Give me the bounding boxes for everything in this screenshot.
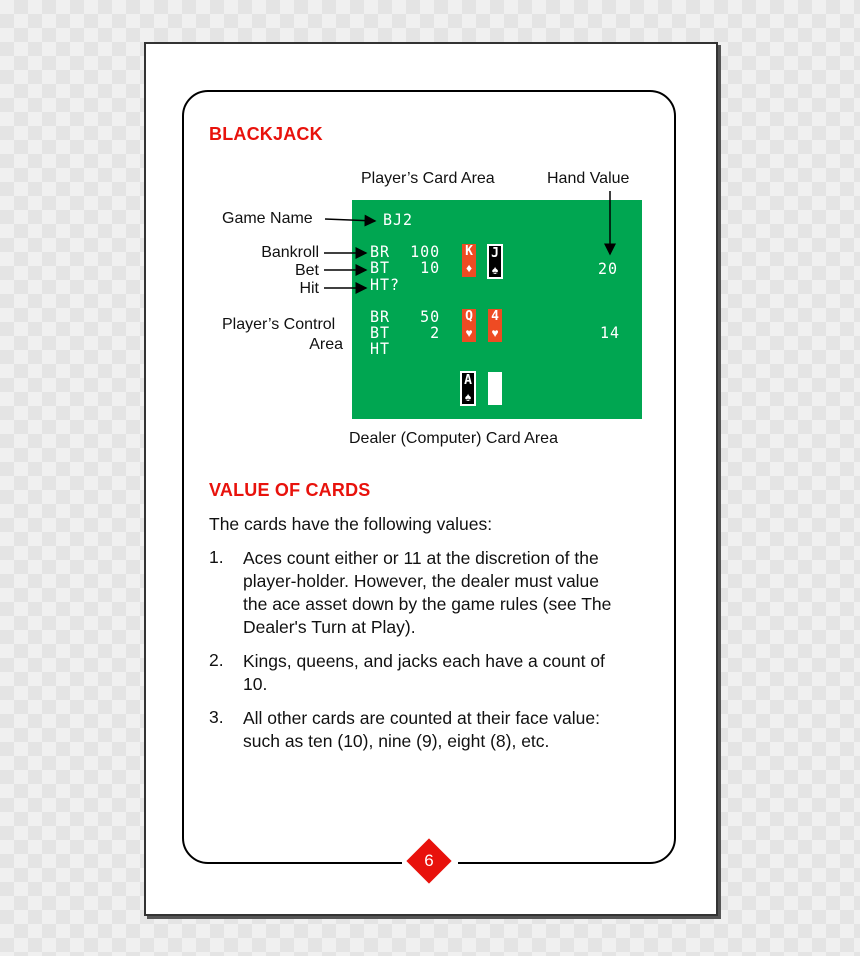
item-number: 2. xyxy=(209,650,224,670)
spade-suit-icon: ♠ xyxy=(464,390,472,404)
list-item-line: such as ten (10), nine (9), eight (8), etc. xyxy=(243,731,550,751)
player1-hit: HT? xyxy=(370,275,401,295)
heart-suit-icon: ♥ xyxy=(465,326,473,340)
player2-hand-value: 14 xyxy=(600,323,621,343)
spade-suit-icon: ♠ xyxy=(491,263,499,277)
list-item-line: Dealer's Turn at Play). xyxy=(243,617,416,637)
players-card-area-label: Player’s Card Area xyxy=(361,170,495,187)
diamond-suit-icon: ♦ xyxy=(465,261,473,275)
item-number: 3. xyxy=(209,707,224,727)
intro-text: The cards have the following values: xyxy=(209,514,493,534)
game-name-arrow xyxy=(325,219,375,221)
hit-label: Hit xyxy=(299,280,319,297)
item-number: 1. xyxy=(209,547,224,567)
list-item-line: Aces count either or 11 at the discretion of the xyxy=(243,548,599,568)
player2-bankroll: BR 50 xyxy=(370,307,441,327)
value-of-cards-heading: VALUE OF CARDS xyxy=(209,480,371,500)
list-item-line: 10. xyxy=(243,674,268,694)
page-number: 6 xyxy=(424,851,434,870)
card-rank: J xyxy=(491,246,499,261)
card-rank: A xyxy=(464,373,472,388)
list-item-line: Kings, queens, and jacks each have a count of xyxy=(243,651,605,671)
list-item-line: All other cards are counted at their face value: xyxy=(243,708,601,728)
list-item-line: player-holder. However, the dealer must value xyxy=(243,571,600,591)
list-item xyxy=(243,547,611,639)
player1-bet: BT 10 xyxy=(370,258,441,278)
player2-bet: BT 2 xyxy=(370,323,441,343)
player2-hit: HT xyxy=(370,339,391,359)
blackjack-heading: BLACKJACK xyxy=(209,124,323,144)
card-rank: 4 xyxy=(491,309,499,324)
bankroll-label: Bankroll xyxy=(261,244,319,261)
list-item xyxy=(243,650,605,696)
list-item xyxy=(243,707,600,753)
game-code: BJ2 xyxy=(383,210,414,230)
players-control-label-line2: Area xyxy=(309,336,343,353)
player1-hand-value: 20 xyxy=(598,259,619,279)
players-control-label: Player’s Control xyxy=(222,316,336,333)
player1-bankroll: BR 100 xyxy=(370,242,441,262)
dealer-area-label: Dealer (Computer) Card Area xyxy=(349,430,558,447)
game-name-label: Game Name xyxy=(222,210,313,227)
bet-label: Bet xyxy=(294,262,319,279)
heart-suit-icon: ♥ xyxy=(491,326,499,340)
list-item-line: the ace asset down by the game rules (see The xyxy=(243,594,612,614)
card-rank: Q xyxy=(465,309,473,324)
hand-value-label: Hand Value xyxy=(547,170,630,187)
card-rank: K xyxy=(465,244,473,259)
